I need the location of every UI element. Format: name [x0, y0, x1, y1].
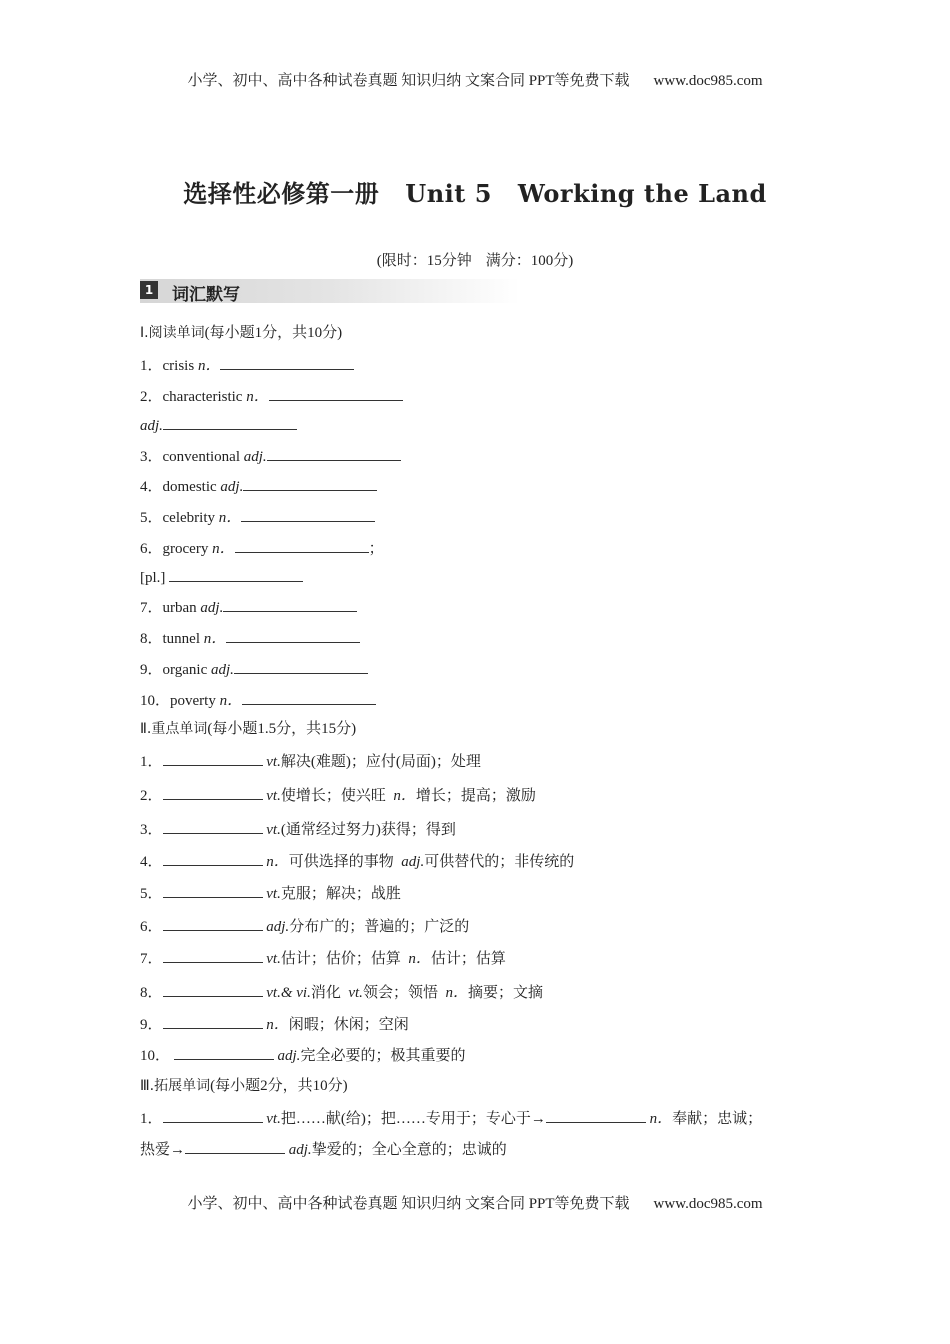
item-definition: 分布广的；普遍的；广泛的	[289, 919, 470, 935]
item-word: organic	[162, 662, 208, 678]
list-item	[140, 1045, 465, 1066]
answer-blank[interactable]	[163, 785, 263, 800]
part1-heading-text: Ⅰ.阅读单词	[140, 325, 205, 341]
answer-blank[interactable]	[174, 1045, 274, 1060]
item-pos: n．	[203, 631, 227, 647]
list-item	[140, 659, 368, 680]
item-definition: 使增长；使兴旺	[280, 788, 386, 804]
item-definition: 领会；领悟	[362, 985, 438, 1001]
item-definition: 完全必要的；极其重要的	[300, 1048, 466, 1064]
item-number: 8．	[140, 631, 163, 647]
item-number: 3．	[140, 822, 163, 838]
item-definition: 解决(难题)；应付(局面)；处理	[280, 754, 481, 770]
list-item	[140, 851, 574, 872]
answer-blank[interactable]	[169, 567, 303, 582]
item-pos: n．	[212, 541, 235, 557]
item-pos: adj.	[140, 418, 163, 434]
list-item	[140, 982, 543, 1003]
item-number: 2．	[140, 788, 163, 804]
section-title: 词汇默写	[172, 285, 240, 305]
list-item	[140, 476, 377, 497]
item-pos: vt.	[266, 886, 281, 902]
answer-blank[interactable]	[163, 415, 297, 430]
item-pos: n．	[445, 985, 468, 1001]
item-number: 6．	[140, 541, 163, 557]
part3-note: (每小题2分，共10分)	[210, 1078, 348, 1094]
title-unit: Unit 5	[405, 179, 492, 208]
item-number: 1．	[140, 1111, 163, 1127]
list-item	[140, 597, 357, 618]
limit-close: )	[568, 253, 574, 269]
part1-note: (每小题1分，共10分)	[204, 325, 343, 341]
answer-blank[interactable]	[223, 597, 357, 612]
list-item	[140, 1014, 409, 1035]
answer-blank[interactable]	[163, 982, 263, 997]
item-word: characteristic	[162, 389, 243, 405]
item-number: 5．	[140, 510, 163, 526]
list-item	[140, 415, 297, 436]
item-number: 9．	[140, 1017, 163, 1033]
list-item	[140, 751, 481, 772]
item-pos: adj.	[243, 449, 267, 465]
item-definition: 闲暇；休闲；空闲	[288, 1017, 409, 1033]
item-pos: n．	[246, 389, 269, 405]
list-item	[140, 507, 375, 528]
part3-heading	[140, 1076, 348, 1096]
item-pos: adj.	[200, 600, 224, 616]
part1-heading	[140, 323, 342, 343]
item-pos: adj.	[210, 662, 234, 678]
header-text: 小学、初中、高中各种试卷真题 知识归纳 文案合同 PPT等免费下载	[187, 73, 630, 89]
item-definition: 消化	[310, 985, 341, 1001]
item-definition: 增长；提高；激励	[415, 788, 536, 804]
answer-blank[interactable]	[243, 476, 377, 491]
item-pos: vt.& vi.	[266, 985, 311, 1001]
title-book: 选择性必修第一册	[183, 179, 380, 208]
section-number-icon: 1	[140, 281, 158, 299]
answer-blank[interactable]	[220, 355, 354, 370]
list-item	[140, 628, 360, 649]
list-item	[140, 819, 456, 840]
item-pos: adj.	[401, 854, 425, 870]
header-url[interactable]: www.doc985.com	[653, 73, 763, 89]
answer-blank[interactable]	[163, 948, 263, 963]
item-definition: 可供选择的事物	[288, 854, 394, 870]
item-definition: 奉献；忠诚；	[672, 1111, 763, 1127]
answer-blank[interactable]	[226, 628, 360, 643]
list-item	[140, 446, 401, 467]
answer-blank[interactable]	[267, 446, 401, 461]
item-number: 7．	[140, 600, 163, 616]
answer-blank[interactable]	[163, 883, 263, 898]
title-name: Working the Land	[517, 179, 767, 208]
answer-blank[interactable]	[163, 819, 263, 834]
item-number: 7．	[140, 951, 163, 967]
item-pos: vt.	[266, 754, 281, 770]
item-word: domestic	[162, 479, 217, 495]
page-footer	[0, 1192, 950, 1213]
item-pos: n．	[218, 510, 242, 526]
item-number: 9．	[140, 662, 163, 678]
limit-open: (	[376, 253, 382, 269]
answer-blank[interactable]	[163, 916, 263, 931]
limit-score: 满分：100分	[485, 253, 569, 269]
item-word: celebrity	[162, 510, 215, 526]
list-item	[140, 567, 303, 588]
item-number: 10．	[140, 693, 171, 709]
part2-heading	[140, 719, 356, 739]
item-definition: 估计；估价；估算	[280, 951, 401, 967]
answer-blank[interactable]	[242, 690, 376, 705]
item-definition: 热爱→	[140, 1142, 186, 1158]
list-item	[140, 785, 536, 806]
item-pos: adj.	[288, 1142, 312, 1158]
item-definition: 把……献(给)；把……专用于；专心于→	[280, 1111, 546, 1127]
item-pos: n．	[649, 1111, 673, 1127]
item-pos: vt.	[266, 951, 281, 967]
item-pos: n．	[393, 788, 416, 804]
page-title	[0, 174, 950, 209]
list-item	[140, 1108, 762, 1129]
list-item	[140, 883, 401, 904]
answer-blank[interactable]	[241, 507, 375, 522]
item-pos: vt.	[266, 822, 281, 838]
item-number: 4．	[140, 479, 163, 495]
list-item	[140, 386, 403, 407]
answer-blank[interactable]	[163, 1108, 263, 1123]
item-pos: n．	[266, 854, 289, 870]
answer-blank[interactable]	[185, 1139, 285, 1154]
item-number: 3．	[140, 449, 163, 465]
item-word: tunnel	[162, 631, 201, 647]
item-definition: (通常经过努力)获得；得到	[280, 822, 456, 838]
answer-blank[interactable]	[234, 659, 368, 674]
item-number: 4．	[140, 854, 163, 870]
list-item	[140, 916, 469, 937]
answer-blank[interactable]	[546, 1108, 646, 1123]
part2-note: (每小题1.5分，共15分)	[207, 721, 357, 737]
part3-heading-text: Ⅲ.拓展单词	[140, 1078, 211, 1094]
limit-time: 限时：15分钟	[381, 253, 472, 269]
item-definition: 估计；估算	[430, 951, 506, 967]
answer-blank[interactable]	[235, 538, 369, 553]
list-item	[140, 690, 376, 711]
item-definition: 挚爱的；全心全意的；忠诚的	[311, 1142, 507, 1158]
list-item	[140, 538, 384, 559]
item-number: 8．	[140, 985, 163, 1001]
answer-blank[interactable]	[163, 1014, 263, 1029]
item-pos: [pl.]	[140, 570, 166, 586]
item-number: 1．	[140, 754, 163, 770]
item-word: conventional	[162, 449, 240, 465]
list-item-continuation	[140, 1139, 507, 1160]
footer-url[interactable]: www.doc985.com	[653, 1196, 763, 1212]
footer-text: 小学、初中、高中各种试卷真题 知识归纳 文案合同 PPT等免费下载	[187, 1196, 630, 1212]
item-pos: n．	[408, 951, 431, 967]
time-score-limit	[0, 249, 950, 270]
item-pos: n．	[197, 358, 221, 374]
item-pos: adj.	[220, 479, 244, 495]
item-pos: vt.	[266, 788, 281, 804]
item-pos: n．	[266, 1017, 289, 1033]
item-number: 5．	[140, 886, 163, 902]
item-definition: 摘要；文摘	[467, 985, 543, 1001]
item-pos: vt.	[266, 1111, 281, 1127]
answer-blank[interactable]	[163, 851, 263, 866]
page-header	[0, 69, 950, 90]
item-pos: n．	[219, 693, 243, 709]
item-word: crisis	[162, 358, 195, 374]
item-definition: 克服；解决；战胜	[280, 886, 401, 902]
item-number: 10．	[140, 1048, 171, 1064]
item-tail: ；	[368, 541, 384, 557]
item-word: urban	[162, 600, 197, 616]
list-item	[140, 948, 506, 969]
item-number: 2．	[140, 389, 163, 405]
part2-heading-text: Ⅱ.重点单词	[140, 721, 208, 737]
item-word: grocery	[162, 541, 209, 557]
item-number: 6．	[140, 919, 163, 935]
list-item	[140, 355, 354, 376]
item-word: poverty	[170, 693, 216, 709]
item-pos: adj.	[277, 1048, 301, 1064]
item-pos: adj.	[266, 919, 290, 935]
item-number: 1．	[140, 358, 163, 374]
item-pos: vt.	[348, 985, 363, 1001]
answer-blank[interactable]	[269, 386, 403, 401]
answer-blank[interactable]	[163, 751, 263, 766]
item-definition: 可供替代的；非传统的	[424, 854, 575, 870]
